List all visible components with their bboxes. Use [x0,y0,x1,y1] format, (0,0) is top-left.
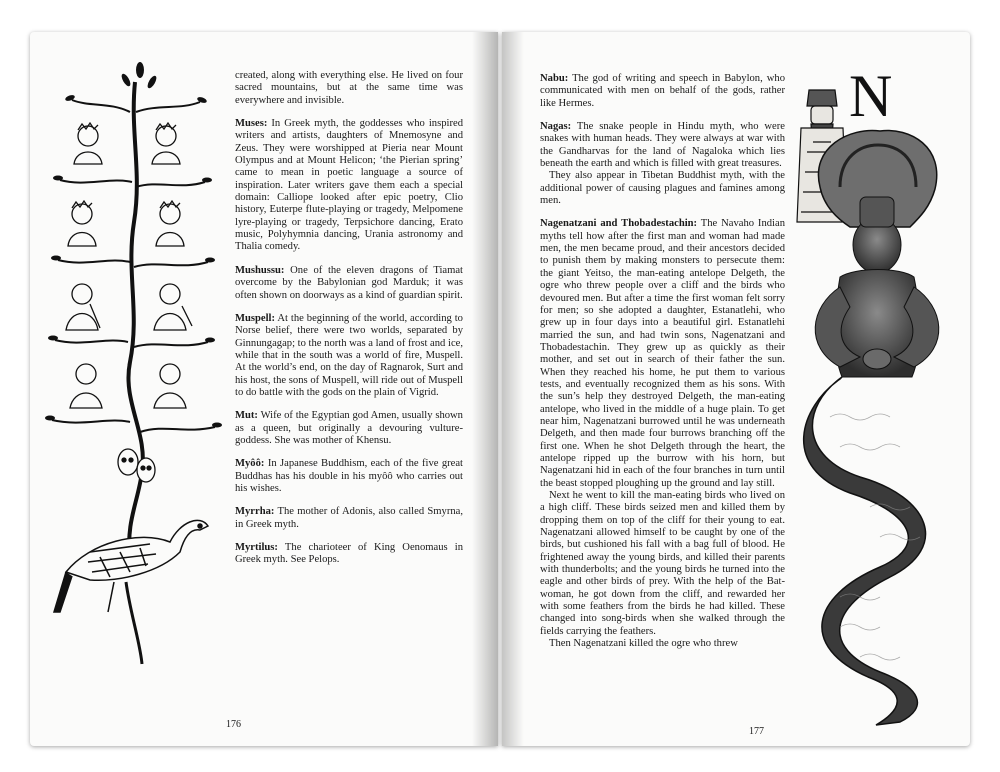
entry-nagenatzani [540,218,785,650]
muses-tree-illustration [30,52,230,672]
entry-text: Wife of the Egyptian god Amen, usually shown as a queen, but originally a devouring vulture-goddess. She was mother of Khensu. [235,410,463,446]
right-text-column [540,73,785,661]
entry-headword: Mut: [235,410,258,422]
entry-headword: Myrtilus: [235,542,278,553]
entry-text: created, along with everything else. He lived on four sacred mountains, but at the same time was everywhere and invisible. [235,70,463,106]
entry-muspell [235,313,463,399]
entry-myoo [235,458,463,495]
entry-text: The charioteer of King Oenomaus in Greek myth. See Pelops. [235,542,463,566]
entry-text: At the beginning of the world, according to Norse belief, there were two worlds, separated by Ginnungagap; to the north was a land of frost and ice, while that in the south was a world of fire, Muspell. At the world’s end, on the day of Ragnarok, Surt and his host, the sons of Muspell, will ride out of Muspell to do battle with the gods on the plain of Vigrid. [235,312,463,398]
entry-text: The god of writing and speech in Babylon, who communicated with men on behalf of the gods, rather like Hermes. [540,73,785,109]
entry-text: The snake people in Hindu myth, who were snakes with human heads. They were always at war with the Gandharvas for the land of Nagaloka which lies beneath the earth and which is filled with great treasures. [540,121,785,170]
entry-headword: Muses: [235,118,268,130]
entry-nagas [540,121,785,207]
entry-text: They also appear in Tibetan Buddhist myth, with the additional power of causing plagues and famines among men. [540,170,785,207]
entry-myrtilus [235,542,463,567]
entry-headword: Nagenatzani and Thobadestachin: [540,218,698,230]
right-page [502,32,970,746]
entry-text: In Greek myth, the goddesses who inspired writers and artists, daughters of Mnemosyne and Zeus. They were worshipped at Pieria near Mount Olympus and at Mount Helicon; ‘the Pierian spring’ came to mean in poetic language a source of inspiration. Later writers gave them each a special domain: Calliope looked after epic poetry, Clio history, Euterpe flute-playing or tragedy, Melpomene lyre-playing or tragedy, Terpsichore dancing, Erato music, Polyhymnia dancing, Urania astronomy and Thalia comedy. [235,118,463,253]
entry-continuation [235,70,463,107]
left-text-column [235,70,463,578]
entry-text: One of the eleven dragons of Tiamat overcome by the Babylonian god Marduk; it was often shown on doorways as a kind of guardian spirit. [235,264,463,301]
entry-text: In Japanese Buddhism, each of the five great Buddhas has his double in his myôô who carries out his wishes. [235,458,463,494]
page-number: 176 [226,719,241,730]
entry-headword: Mushussu: [235,264,285,276]
entry-text: Next he went to kill the man-eating birds who lived on a high cliff. These birds seized men and killed them by dropping them on top of the cliff for their young to eat. Nagenatzani allowed himself to be caught by one of the birds, but cushioned his fall with a bag full of blood. He frightened away the young birds, and killed their parents with thunderbolts; and the young birds he turned into the eagle and other birds of prey. With the help of the Bat-woman, he got down from the cliff, and rewarded her with some feathers from the birds he had killed. These changed into song-birds when she walked through the fields carrying the feathers. [540,490,785,637]
entry-text: The Navaho Indian myths tell how after the first man and woman had made men, the men became proud, and their ancestors decided to punish them by making monsters to persecute them: the giant Yeitso, the man-eating antelope Delgeth, the ogre who threw people over a cliff and the birds who devoured men. But after a time the first woman felt sorry for men; so she adopted a daughter, Estanatlehi, who grew up in four days into a beautiful girl. Estanatlehi married the sun, and had twin sons, Nagenatzani and Thobadestachin. They grew up as quickly as their mother, and set out in search of their father the sun. When they reached his home, he put them to various tests, and eventually recognized them as his sons. With the sun’s help they destroyed Delgeth, the man-eating antelope, who lived in the middle of a huge plain. To get near him, Nagenatzani burrowed until he was underneath Delgeth, and then made four burrows branching off the first one. When he shot Delgeth through the heart, the antelope ripped up the burrow with his horn, but Nagenatzani hid in each of the four branches in turn until the beast stopped ploughing up the ground and lay still. [540,218,785,489]
gutter-shadow [502,32,524,746]
section-letter: N [849,63,893,129]
naga-illustration [780,127,970,727]
entry-headword: Nabu: [540,73,569,84]
entry-headword: Muspell: [235,312,276,324]
entry-muses [235,118,463,254]
entry-text: Then Nagenatzani killed the ogre who threw [549,638,738,650]
entry-headword: Myôô: [235,458,265,470]
entry-headword: Nagas: [540,121,572,133]
entry-nabu [540,73,785,110]
entry-mushussu [235,265,463,302]
left-page [30,32,498,746]
entry-headword: Myrrha: [235,506,275,518]
page-number: 177 [749,726,764,737]
gutter-shadow [472,32,498,746]
entry-mut [235,410,463,447]
entry-myrrha [235,506,463,531]
entry-text: The mother of Adonis, also called Smyrna, in Greek myth. [235,506,463,530]
